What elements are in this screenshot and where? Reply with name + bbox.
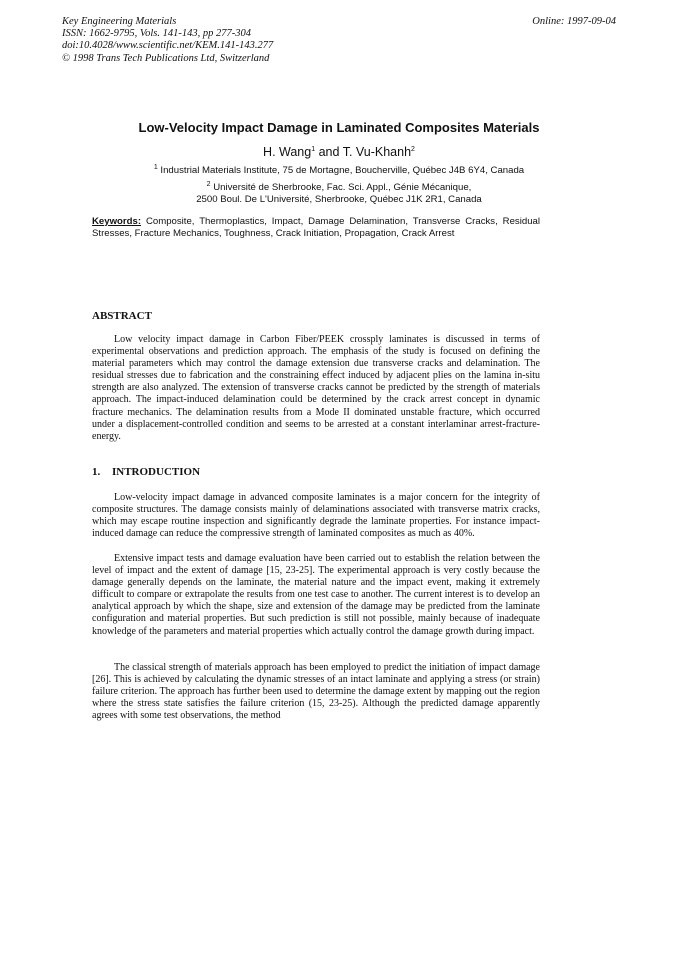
author-line: [0, 145, 678, 159]
keywords-list: Composite, Thermoplastics, Impact, Damage Delamination, Transverse Cracks, Residual Stresses, Fracture Mechanics, Toughness, Crack Initiation, Propagation, Crack Arrest: [92, 216, 543, 239]
journal-name: Key Engineering Materials: [62, 16, 177, 27]
online-date: Online: 1997-09-04: [532, 16, 616, 27]
keywords-block: [92, 216, 543, 240]
affiliation-2-mark: 2: [206, 180, 211, 188]
abstract-heading: ABSTRACT: [92, 310, 152, 322]
paper-title: Low-Velocity Impact Damage in Laminated Composites Materials: [138, 120, 540, 135]
abstract-text: Low velocity impact damage in Carbon Fiber/PEEK crossply laminates is discussed in terms of experimental observations and prediction approach. The emphasis of the study is focused on defining the material parameters which may control the damage extension due transverse cracks and delamination. The residual stresses due to fabrication and the constraining effect induced by adjacent plies on the lamina in-situ strength are also analyzed. The extension of transverse cracks cannot be predicted by the strength of materials approach. The impact-induced delamination could be determined by the crack arrest concept in dynamic fracture mechanics. The delamination results from a Mode II dominated unstable fracture, which occurred under a displacement-controlled condition and seems to be arrested at a constant interlaminar arrest-fracture-energy.: [92, 334, 540, 442]
author-vu-khanh: T. Vu-Khanh: [342, 145, 412, 159]
affiliation-2: [0, 182, 678, 206]
author-separator: and: [315, 145, 343, 159]
keywords-label: Keywords:: [92, 216, 142, 227]
journal-header: [62, 16, 273, 65]
copyright-line: © 1998 Trans Tech Publications Ltd, Switzerland: [62, 52, 270, 64]
introduction-paragraph-1: Low-velocity impact damage in advanced composite laminates is a major concern for the integrity of composite structures. The damage consists mainly of delaminations associated with transverse matrix cracks, which may escape routine inspection and significantly degrade the laminate properties. For instance impact-induced damage can reduce the compressive strength of laminated composites as much as 40%.: [92, 492, 540, 540]
affiliation-1: [0, 165, 678, 177]
introduction-paragraph-3: The classical strength of materials approach has been employed to predict the initiation of impact damage [26]. This is achieved by calculating the dynamic stresses of an intact laminate and applying a stress (or strain) failure criterion. The approach has further been used to determine the damage extent by mapping out the region where the stress state satisfies the failure criterion (15, 23-25). Although the predicted damage apparently agrees with some test observations, the method: [92, 662, 540, 722]
affiliation-2-line-2: 2500 Boul. De L'Université, Sherbrooke, Québec J1K 2R1, Canada: [196, 194, 482, 205]
section-title: INTRODUCTION: [112, 466, 201, 478]
section-number: 1.: [92, 466, 101, 478]
doi-line[interactable]: doi:10.4028/www.scientific.net/KEM.141-143.277: [62, 40, 274, 52]
affiliation-2-line-1: Université de Sherbrooke, Fac. Sci. Appl., Génie Mécanique,: [210, 182, 472, 193]
author-wang: H. Wang: [263, 145, 312, 159]
introduction-paragraph-2: Extensive impact tests and damage evaluation have been carried out to establish the relation between the level of impact and the extent of damage [15, 23-25]. The experimental approach is very costly because the damage generally depends on the laminate, the material nature and the impact event, making it extremely difficult to compare or extrapolate the results from one test case to another. The current interest is to develop an analytical approach by which the shape, size and extension of the damage may be predicted from the laminate configuration and material properties. But such prediction is still not possible, mainly because of inadequate knowledge of the parameters and material properties which actually control the damage growth during impact.: [92, 553, 540, 637]
affiliation-1-mark: 1: [153, 163, 158, 171]
affiliation-1-text: Industrial Materials Institute, 75 de Mortagne, Boucherville, Québec J4B 6Y4, Canada: [157, 165, 525, 176]
author-vu-khanh-affiliation-mark: 2: [411, 145, 415, 153]
author-wang-affiliation-mark: 1: [311, 145, 316, 153]
introduction-heading: [92, 466, 200, 478]
issn-line: ISSN: 1662-9795, Vols. 141-143, pp 277-304: [62, 28, 251, 40]
